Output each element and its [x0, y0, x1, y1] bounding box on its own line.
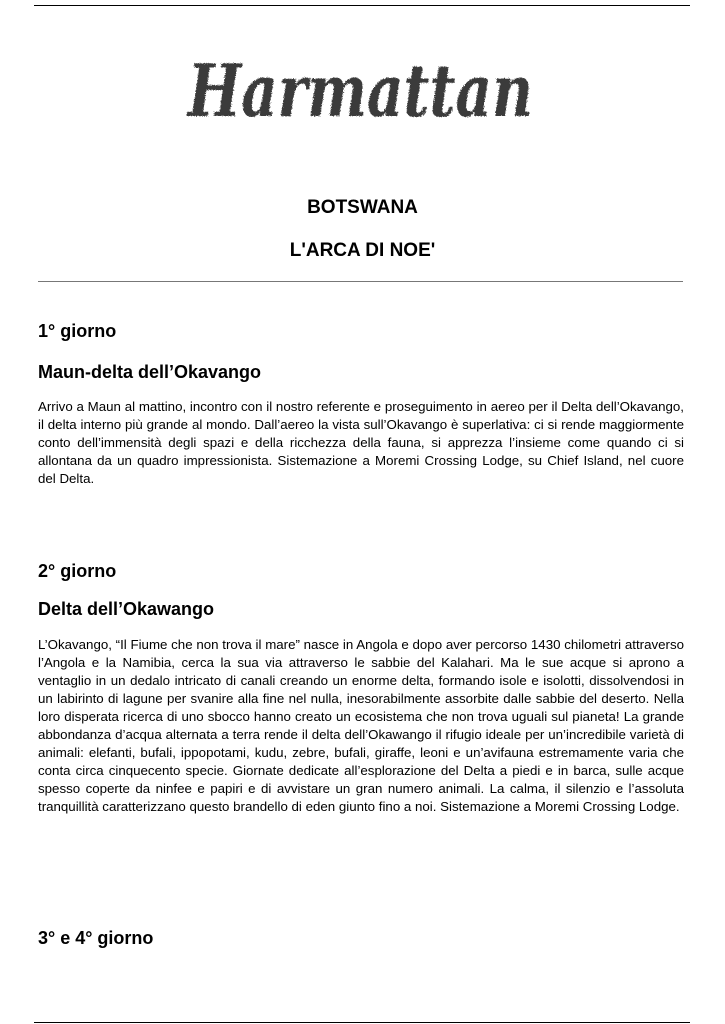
harmattan-logo	[180, 30, 545, 142]
bottom-border-line	[34, 1022, 690, 1023]
day-2-place: Delta dell’Okawango	[38, 599, 215, 619]
day-1-description: Arrivo a Maun al mattino, incontro con il nostro referente e proseguimento in aereo per il Delta dell’Okavango, il delta interno più grande al mondo. Dall’aereo la vista sull’Okavango è superlativa: ci si rende maggiormente conto dell’immensità degli spazi e della ricchezza della fauna, si apprezza l’insieme come quando ci si allontana da un quadro impressionista. Sistemazione a Moremi Crossing Lodge, su Chief Island, nel cuore del Delta.	[38, 399, 684, 486]
logo-text: Harmattan	[186, 48, 534, 133]
page-subtitle: L'ARCA DI NOE'	[289, 240, 436, 261]
day-1-heading: 1° giorno	[38, 321, 117, 341]
day-3-4-heading: 3° e 4° giorno	[38, 928, 154, 948]
day-2-heading: 2° giorno	[38, 561, 117, 581]
title-divider	[38, 281, 683, 282]
day-2-description: L’Okavango, “Il Fiume che non trova il mare” nasce in Angola e dopo aver percorso 1430 chilometri attraverso l’Angola e la Namibia, cerca la sua via attraverso le sabbie del Kalahari. Ma le sue acque si aprono a ventaglio in un dedalo intricato di canali creando un enorme delta, formando isole e isolotti, dissolvendosi in un labirinto di lagune per svanire alla fine nel nulla, inesorabilmente assorbite dalle sabbie del deserto. Nella loro disperata ricerca di uno sbocco hanno creato un ecosistema che non trova uguali sul pianeta! La grande abbondanza d’acqua alternata a terra rende il delta dell’Okawango il rifugio ideale per un’incredibile varietà di animali: elefanti, bufali, ippopotami, kudu, zebre, bufali, giraffe, leoni e un’avifauna estremamente varia che conta circa cinquecento specie. Giornate dedicate all’esplorazione del Delta a piedi e in barca, sulle acque spesso coperte da ninfee e papiri e di avvistare un gran numero animali. La calma, il silenzio e l’assoluta tranquillità caratterizzano questo brandello di eden giunto fino a noi. Sistemazione a Moremi Crossing Lodge.	[38, 637, 684, 814]
page-title: BOTSWANA	[307, 197, 418, 218]
day-1-place: Maun-delta dell’Okavango	[38, 362, 262, 382]
top-border-line	[34, 5, 690, 6]
